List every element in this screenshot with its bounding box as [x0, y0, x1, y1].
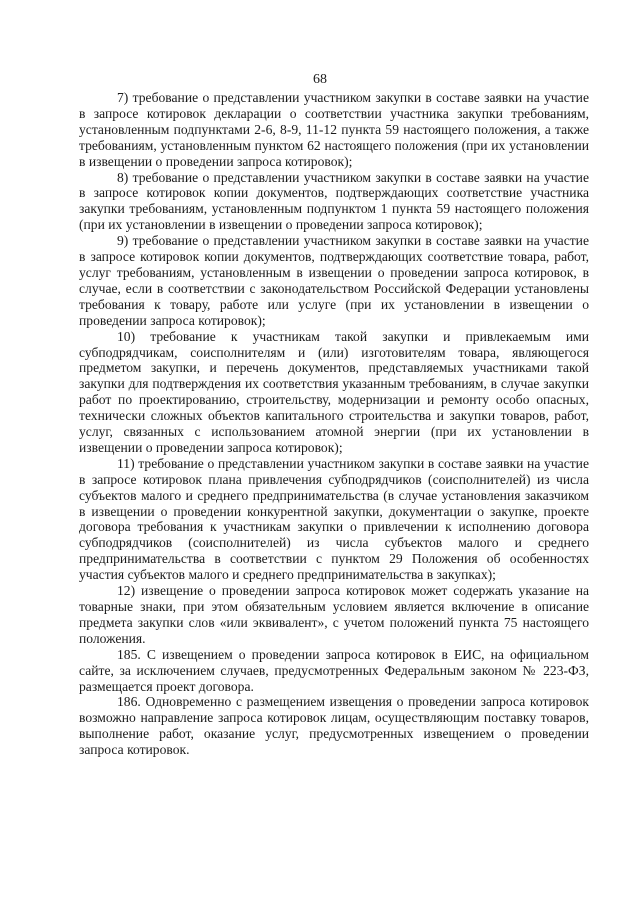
- paragraph-item-8: 8) требование о представлении участником закупки в составе заявки на участие в запросе котировок копии документов, подтверждающих соответствие участника закупки требованиям, установленным подпунктом 1 пункта 59 настоящего положения (при их установлении в извещении о проведении запроса котировок);: [79, 169, 589, 233]
- paragraph-item-9: 9) требование о представлении участником закупки в составе заявки на участие в запросе котировок копии документов, подтверждающих соответствие товара, работ, услуг требованиям, установленным в извещении о проведении запроса котировок, в случае, если в соответствии с законодательством Российской Федерации установлены требования к товару, работе или услуге (при их установлении в извещении о проведении запроса котировок);: [79, 233, 589, 328]
- document-body: [79, 90, 589, 758]
- paragraph-186: 186. Одновременно с размещением извещения о проведении запроса котировок возможно направление запроса котировок лицам, осуществляющим поставку товаров, выполнение работ, оказание услуг, предусмотренных извещением о проведении запроса котировок.: [79, 694, 589, 758]
- paragraph-item-11: 11) требование о представлении участником закупки в составе заявки на участие в запросе котировок плана привлечения субподрядчиков (соисполнителей) из числа субъектов малого и среднего предпринимательства (в случае установления заказчиком в извещении о проведении конкурентной закупки, документации о закупке, проекте договора требования к участникам закупки о привлечении к исполнению договора субподрядчиков (соисполнителей) из числа субъектов малого и среднего предпринимательства в соответствии с пунктом 29 Положения об особенностях участия субъектов малого и среднего предпринимательства в закупках);: [79, 455, 589, 583]
- page-number: 68: [313, 72, 327, 87]
- paragraph-item-7: 7) требование о представлении участником закупки в составе заявки на участие в запросе котировок декларации о соответствии участника закупки требованиям, установленным подпунктами 2-6, 8-9, 11-12 пункта 59 настоящего положения, а также требованиям, установленным пунктом 62 настоящего положения (при их установлении в извещении о проведении запроса котировок);: [79, 90, 589, 169]
- paragraph-185: 185. С извещением о проведении запроса котировок в ЕИС, на официальном сайте, за исключением случаев, предусмотренных Федеральным законом № 223-ФЗ, размещается проект договора.: [79, 646, 589, 694]
- paragraph-item-12: 12) извещение о проведении запроса котировок может содержать указание на товарные знаки, при этом обязательным условием является включение в описание предмета закупки слов «или эквивалент», с учетом положений пункта 75 настоящего положения.: [79, 583, 589, 646]
- paragraph-item-10: 10) требование к участникам такой закупки и привлекаемым ими субподрядчикам, соисполнителям и (или) изготовителям товара, являющегося предметом закупки, и перечень документов, представляемых участниками такой закупки для подтверждения их соответствия указанным требованиям, в случае закупки работ по проектированию, строительству, модернизации и ремонту особо опасных, технически сложных объектов капитального строительства и закупки товаров, работ, услуг, связанных с использованием атомной энергии (при их установлении в извещении о проведении запроса котировок);: [79, 328, 589, 455]
